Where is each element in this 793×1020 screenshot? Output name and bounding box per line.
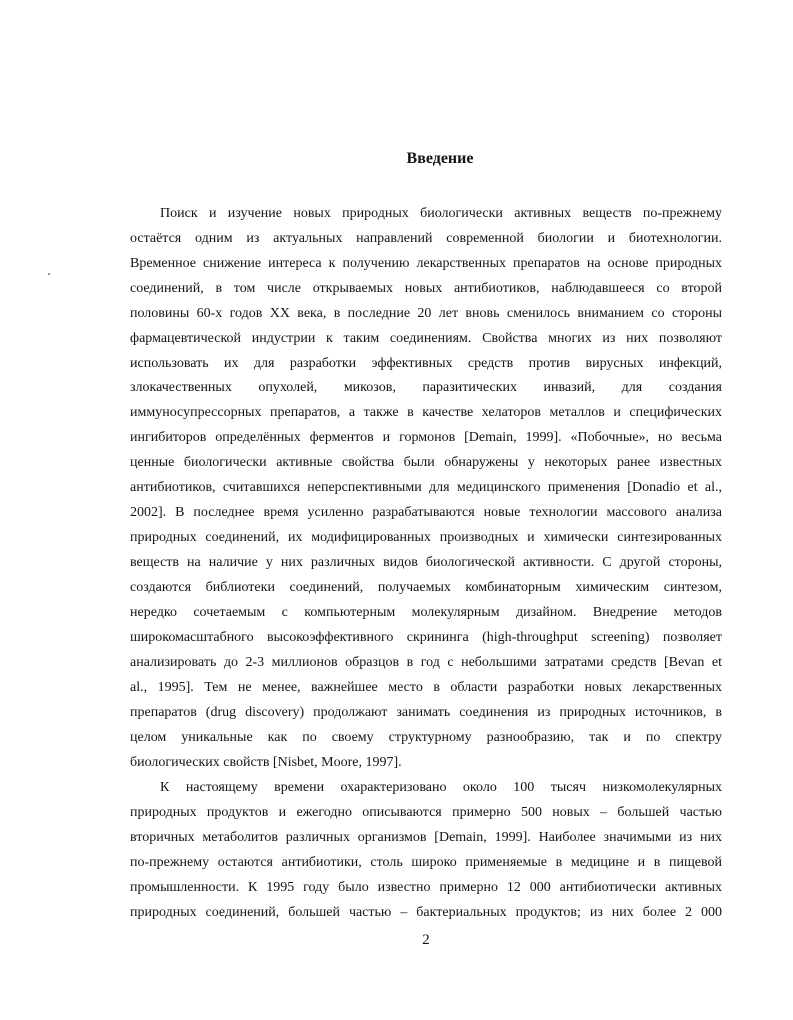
- body-line: антибиотиков, считавшихся неперспективными для медицинского применения [Donadio et al.,: [130, 480, 722, 495]
- body-line: Поиск и изучение новых природных биологически активных веществ по-прежнему: [160, 206, 722, 221]
- body-line: целом уникальные как по своему структурному разнообразию, так и по спектру: [130, 730, 722, 745]
- body-line: иммуносупрессорных препаратов, а также в качестве хелаторов металлов и специфических: [130, 405, 722, 420]
- body-line: анализировать до 2-3 миллионов образцов в год с небольшими затратами средств [Bevan et: [130, 655, 722, 670]
- section-title: Введение: [406, 150, 474, 167]
- body-line: веществ на наличие у них различных видов биологической активности. С другой стороны,: [130, 555, 722, 570]
- body-line: широкомасштабного высокоэффективного скрининга (high-throughput screening) позволяет: [130, 630, 722, 645]
- body-line: использовать их для разработки эффективных средств против вирусных инфекций,: [130, 356, 722, 371]
- body-line: препаратов (drug discovery) продолжают занимать соединения из природных источников, в: [130, 705, 722, 720]
- body-line: биологических свойств [Nisbet, Moore, 1997].: [130, 755, 402, 770]
- body-line: по-прежнему остаются антибиотики, столь широко применяемые в медицине и в пищевой: [130, 855, 722, 870]
- body-line: ценные биологически активные свойства были обнаружены у некоторых ранее известных: [130, 455, 722, 470]
- body-line: ингибиторов определённых ферментов и гормонов [Demain, 1999]. «Побочные», но весьма: [130, 430, 722, 445]
- body-line: создаются библиотеки соединений, получаемых комбинаторным химическим синтезом,: [130, 580, 722, 595]
- body-line: природных соединений, их модифицированных производных и химически синтезированных: [130, 530, 722, 545]
- body-line: Временное снижение интереса к получению лекарственных препаратов на основе природных: [130, 256, 722, 271]
- body-line: злокачественных опухолей, микозов, паразитических инвазий, для создания: [130, 380, 722, 395]
- page-number: 2: [422, 932, 430, 948]
- body-line: промышленности. К 1995 году было известно примерно 12 000 антибиотически активных: [130, 880, 722, 895]
- body-line: соединений, в том числе открываемых новых антибиотиков, наблюдавшееся со второй: [130, 281, 722, 296]
- body-line: вторичных метаболитов различных организмов [Demain, 1999]. Наиболее значимыми из них: [130, 830, 722, 845]
- body-line: природных продуктов и ежегодно описываются примерно 500 новых – большей частью: [130, 805, 722, 820]
- body-line: нередко сочетаемым с компьютерным молекулярным дизайном. Внедрение методов: [130, 605, 722, 620]
- body-line: 2002]. В последнее время усиленно разрабатываются новые технологии массового анализа: [130, 505, 722, 520]
- body-line: природных соединений, большей частью – бактериальных продуктов; из них более 2 000: [130, 905, 722, 920]
- body-line: половины 60-х годов XX века, в последние 20 лет вновь сменилось вниманием со стороны: [130, 306, 722, 321]
- body-line: фармацевтической индустрии к таким соединениям. Свойства многих из них позволяют: [130, 331, 722, 346]
- body-line: al., 1995]. Тем не менее, важнейшее место в области разработки новых лекарственных: [130, 680, 722, 695]
- body-line: К настоящему времени охарактеризовано около 100 тысяч низкомолекулярных: [160, 780, 722, 795]
- body-line: остаётся одним из актуальных направлений современной биологии и биотехнологии.: [130, 231, 722, 246]
- scan-speck: [48, 273, 50, 275]
